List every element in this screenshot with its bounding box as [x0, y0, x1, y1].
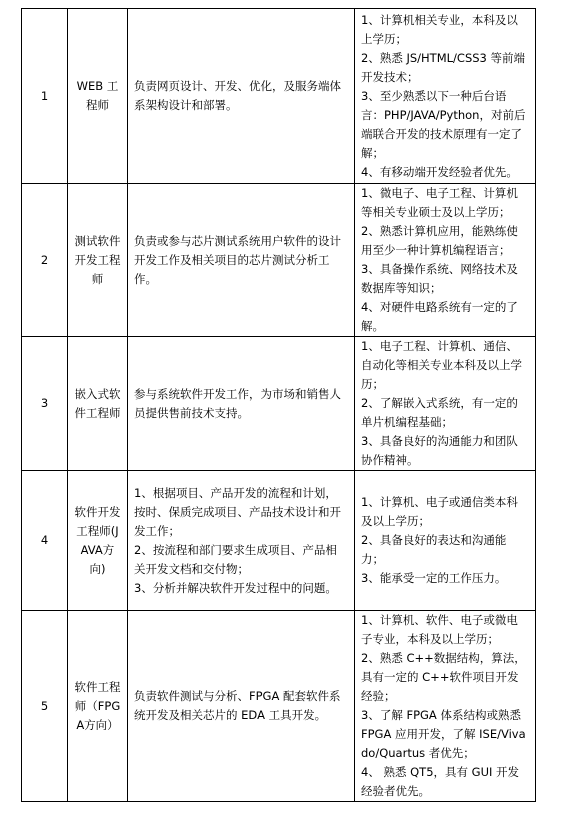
requirement-line: 2、熟悉 JS/HTML/CSS3 等前端开发技术；: [361, 50, 526, 84]
table-row: [22, 184, 536, 337]
requirement-line: 4、有移动端开发经验者优先。: [361, 164, 518, 179]
requirement-line: 1、计算机相关专业，本科及以上学历；: [361, 12, 518, 46]
requirement-line: 2、熟悉 C++数据结构，算法，具有一定的 C++软件项目开发经验；: [361, 651, 526, 703]
row-number: 2: [22, 184, 68, 337]
requirement-line: 2、了解嵌入式系统，有一定的单片机编程基础；: [361, 396, 518, 429]
job-requirements: [355, 611, 536, 802]
requirement-line: 3、具备操作系统、网络技术及数据库等知识；: [361, 262, 518, 295]
job-description: [128, 337, 355, 471]
job-title: 软件工程师（FPGA方向）: [68, 611, 128, 802]
job-table: [21, 8, 536, 802]
table-row: [22, 337, 536, 471]
requirement-line: 3、具备良好的沟通能力和团队协作精神。: [361, 434, 518, 467]
job-title: WEB 工程师: [68, 9, 128, 184]
job-description: [128, 611, 355, 802]
job-title: 软件开发工程师(JAVA方向): [68, 471, 128, 611]
job-requirements: [355, 9, 536, 184]
requirement-line: 2、熟悉计算机应用，能熟练使用至少一种计算机编程语言；: [361, 224, 518, 257]
description-line: 2、按流程和部门要求生成项目、产品相关开发文档和交付物；: [134, 542, 337, 576]
requirement-line: 4、 熟悉 QT5，具有 GUI 开发经验者优先。: [361, 765, 520, 798]
job-title: 嵌入式软件工程师: [68, 337, 128, 471]
job-description: [128, 184, 355, 337]
requirement-line: 2、具备良好的表达和沟通能力；: [361, 533, 507, 566]
row-number: 5: [22, 611, 68, 802]
description-line: 负责软件测试与分析、FPGA 配套软件系统开发及相关芯片的 EDA 工具开发。: [134, 689, 341, 722]
description-line: 3、分析并解决软件开发过程中的问题。: [134, 580, 337, 595]
requirement-line: 1、计算机、软件、电子或微电子专业，本科及以上学历；: [361, 613, 518, 646]
table-row: [22, 471, 536, 611]
requirement-line: 3、了解 FPGA 体系结构或熟悉 FPGA 应用开发，了解 ISE/Vivado/Quartus 者优先；: [361, 708, 526, 760]
job-description: [128, 9, 355, 184]
description-line: 参与系统软件开发工作，为市场和销售人员提供售前技术支持。: [134, 386, 341, 420]
description-line: 负责网页设计、开发、优化，及服务端体系架构设计和部署。: [134, 79, 341, 112]
table-row: [22, 611, 536, 802]
requirement-line: 1、电子工程、计算机、通信、自动化等相关专业本科及以上学历；: [361, 339, 522, 391]
job-title: 测试软件开发工程师: [68, 184, 128, 337]
job-description: [128, 471, 355, 611]
description-line: 1、根据项目、产品开发的流程和计划，按时、保质完成项目、产品技术设计和开发工作；: [134, 485, 341, 538]
job-requirements: [355, 184, 536, 337]
requirement-line: 3、能承受一定的工作压力。: [361, 571, 507, 585]
description-line: 负责或参与芯片测试系统用户软件的设计开发工作及相关项目的芯片测试分析工作。: [134, 233, 341, 286]
requirement-line: 3、至少熟悉以下一种后台语言：PHP/JAVA/Python，对前后端联合开发的技术原理有一定了解；: [361, 88, 526, 160]
table-row: [22, 9, 536, 184]
job-requirements: [355, 337, 536, 471]
requirement-line: 1、微电子、电子工程、计算机等相关专业硕士及以上学历；: [361, 186, 518, 219]
job-requirements: [355, 471, 536, 611]
row-number: 1: [22, 9, 68, 184]
requirement-line: 1、计算机、电子或通信类本科及以上学历；: [361, 495, 518, 528]
row-number: 4: [22, 471, 68, 611]
requirement-line: 4、对硬件电路系统有一定的了解。: [361, 300, 518, 333]
row-number: 3: [22, 337, 68, 471]
